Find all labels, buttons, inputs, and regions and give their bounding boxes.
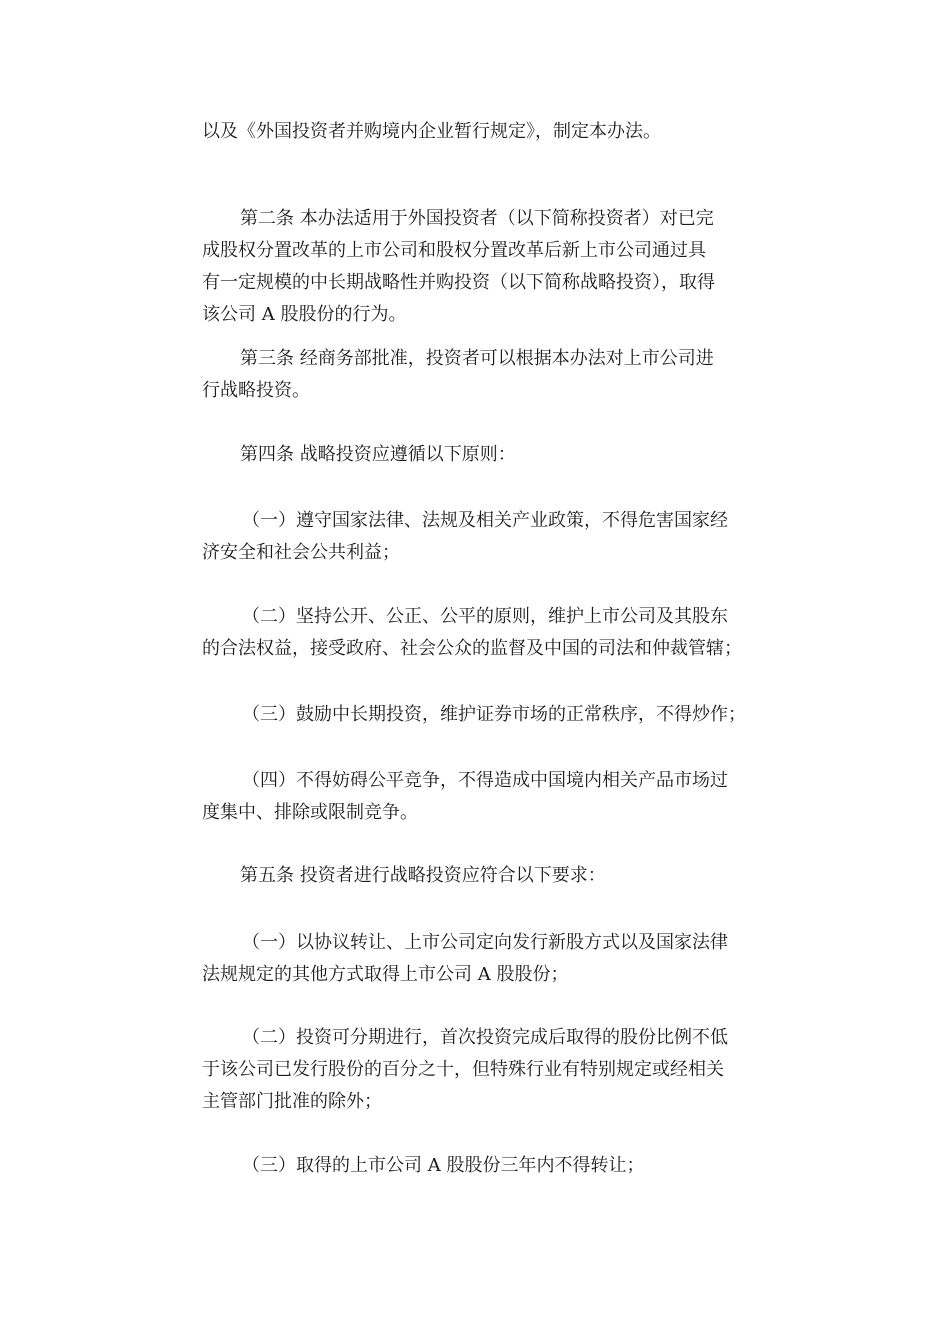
paragraph-line: 该公司 A 股股份的行为。 — [202, 304, 407, 325]
paragraph-line: （三）取得的上市公司 A 股股份三年内不得转让； — [242, 1155, 645, 1176]
paragraph-line: （二）坚持公开、公正、公平的原则，维护上市公司及其股东 — [242, 606, 728, 627]
paragraph-line: 第二条 本办法适用于外国投资者（以下简称投资者）对已完 — [240, 208, 714, 229]
paragraph-line: 于该公司已发行股份的百分之十，但特殊行业有特别规定或经相关 — [202, 1059, 724, 1080]
paragraph-line: 度集中、排除或限制竞争。 — [202, 802, 418, 823]
article-5 — [202, 860, 750, 892]
paragraph-line: 行战略投资。 — [202, 380, 310, 401]
article-5-item-2 — [202, 1022, 750, 1118]
article-2 — [202, 203, 750, 331]
paragraph-line: 济安全和社会公共利益； — [202, 542, 400, 563]
paragraph-line: （二）投资可分期进行，首次投资完成后取得的股份比例不低 — [242, 1027, 728, 1048]
paragraph-line: 法规规定的其他方式取得上市公司 A 股股份； — [202, 964, 569, 985]
article-3 — [202, 343, 750, 407]
article-4-item-2 — [202, 601, 750, 665]
article-4-item-1 — [202, 505, 750, 569]
paragraph-line: 以及《外国投资者并购境内企业暂行规定》，制定本办法。 — [202, 121, 661, 142]
article-4-item-4 — [202, 765, 750, 829]
paragraph-line: （四）不得妨碍公平竞争，不得造成中国境内相关产品市场过 — [242, 770, 728, 791]
paragraph-line: 成股权分置改革的上市公司和股权分置改革后新上市公司通过具 — [202, 240, 706, 261]
paragraph-line: 的合法权益，接受政府、社会公众的监督及中国的司法和仲裁管辖； — [202, 638, 742, 659]
paragraph-line: 第四条 战略投资应遵循以下原则： — [240, 444, 516, 465]
article-4-item-3 — [202, 699, 750, 731]
article-5-item-3 — [202, 1150, 750, 1182]
paragraph-line: （一）遵守国家法律、法规及相关产业政策，不得危害国家经 — [242, 510, 728, 531]
paragraph-line: 主管部门批准的除外； — [202, 1091, 382, 1112]
paragraph-intro-continuation — [202, 116, 750, 148]
article-5-item-1 — [202, 927, 750, 991]
paragraph-line: （一）以协议转让、上市公司定向发行新股方式以及国家法律 — [242, 932, 728, 953]
paragraph-line: 第三条 经商务部批准，投资者可以根据本办法对上市公司进 — [240, 348, 714, 369]
paragraph-line: 有一定规模的中长期战略性并购投资（以下简称战略投资），取得 — [202, 272, 715, 293]
paragraph-line: （三）鼓励中长期投资，维护证券市场的正常秩序，不得炒作； — [242, 704, 746, 725]
paragraph-line: 第五条 投资者进行战略投资应符合以下要求： — [240, 865, 606, 886]
article-4 — [202, 439, 750, 471]
